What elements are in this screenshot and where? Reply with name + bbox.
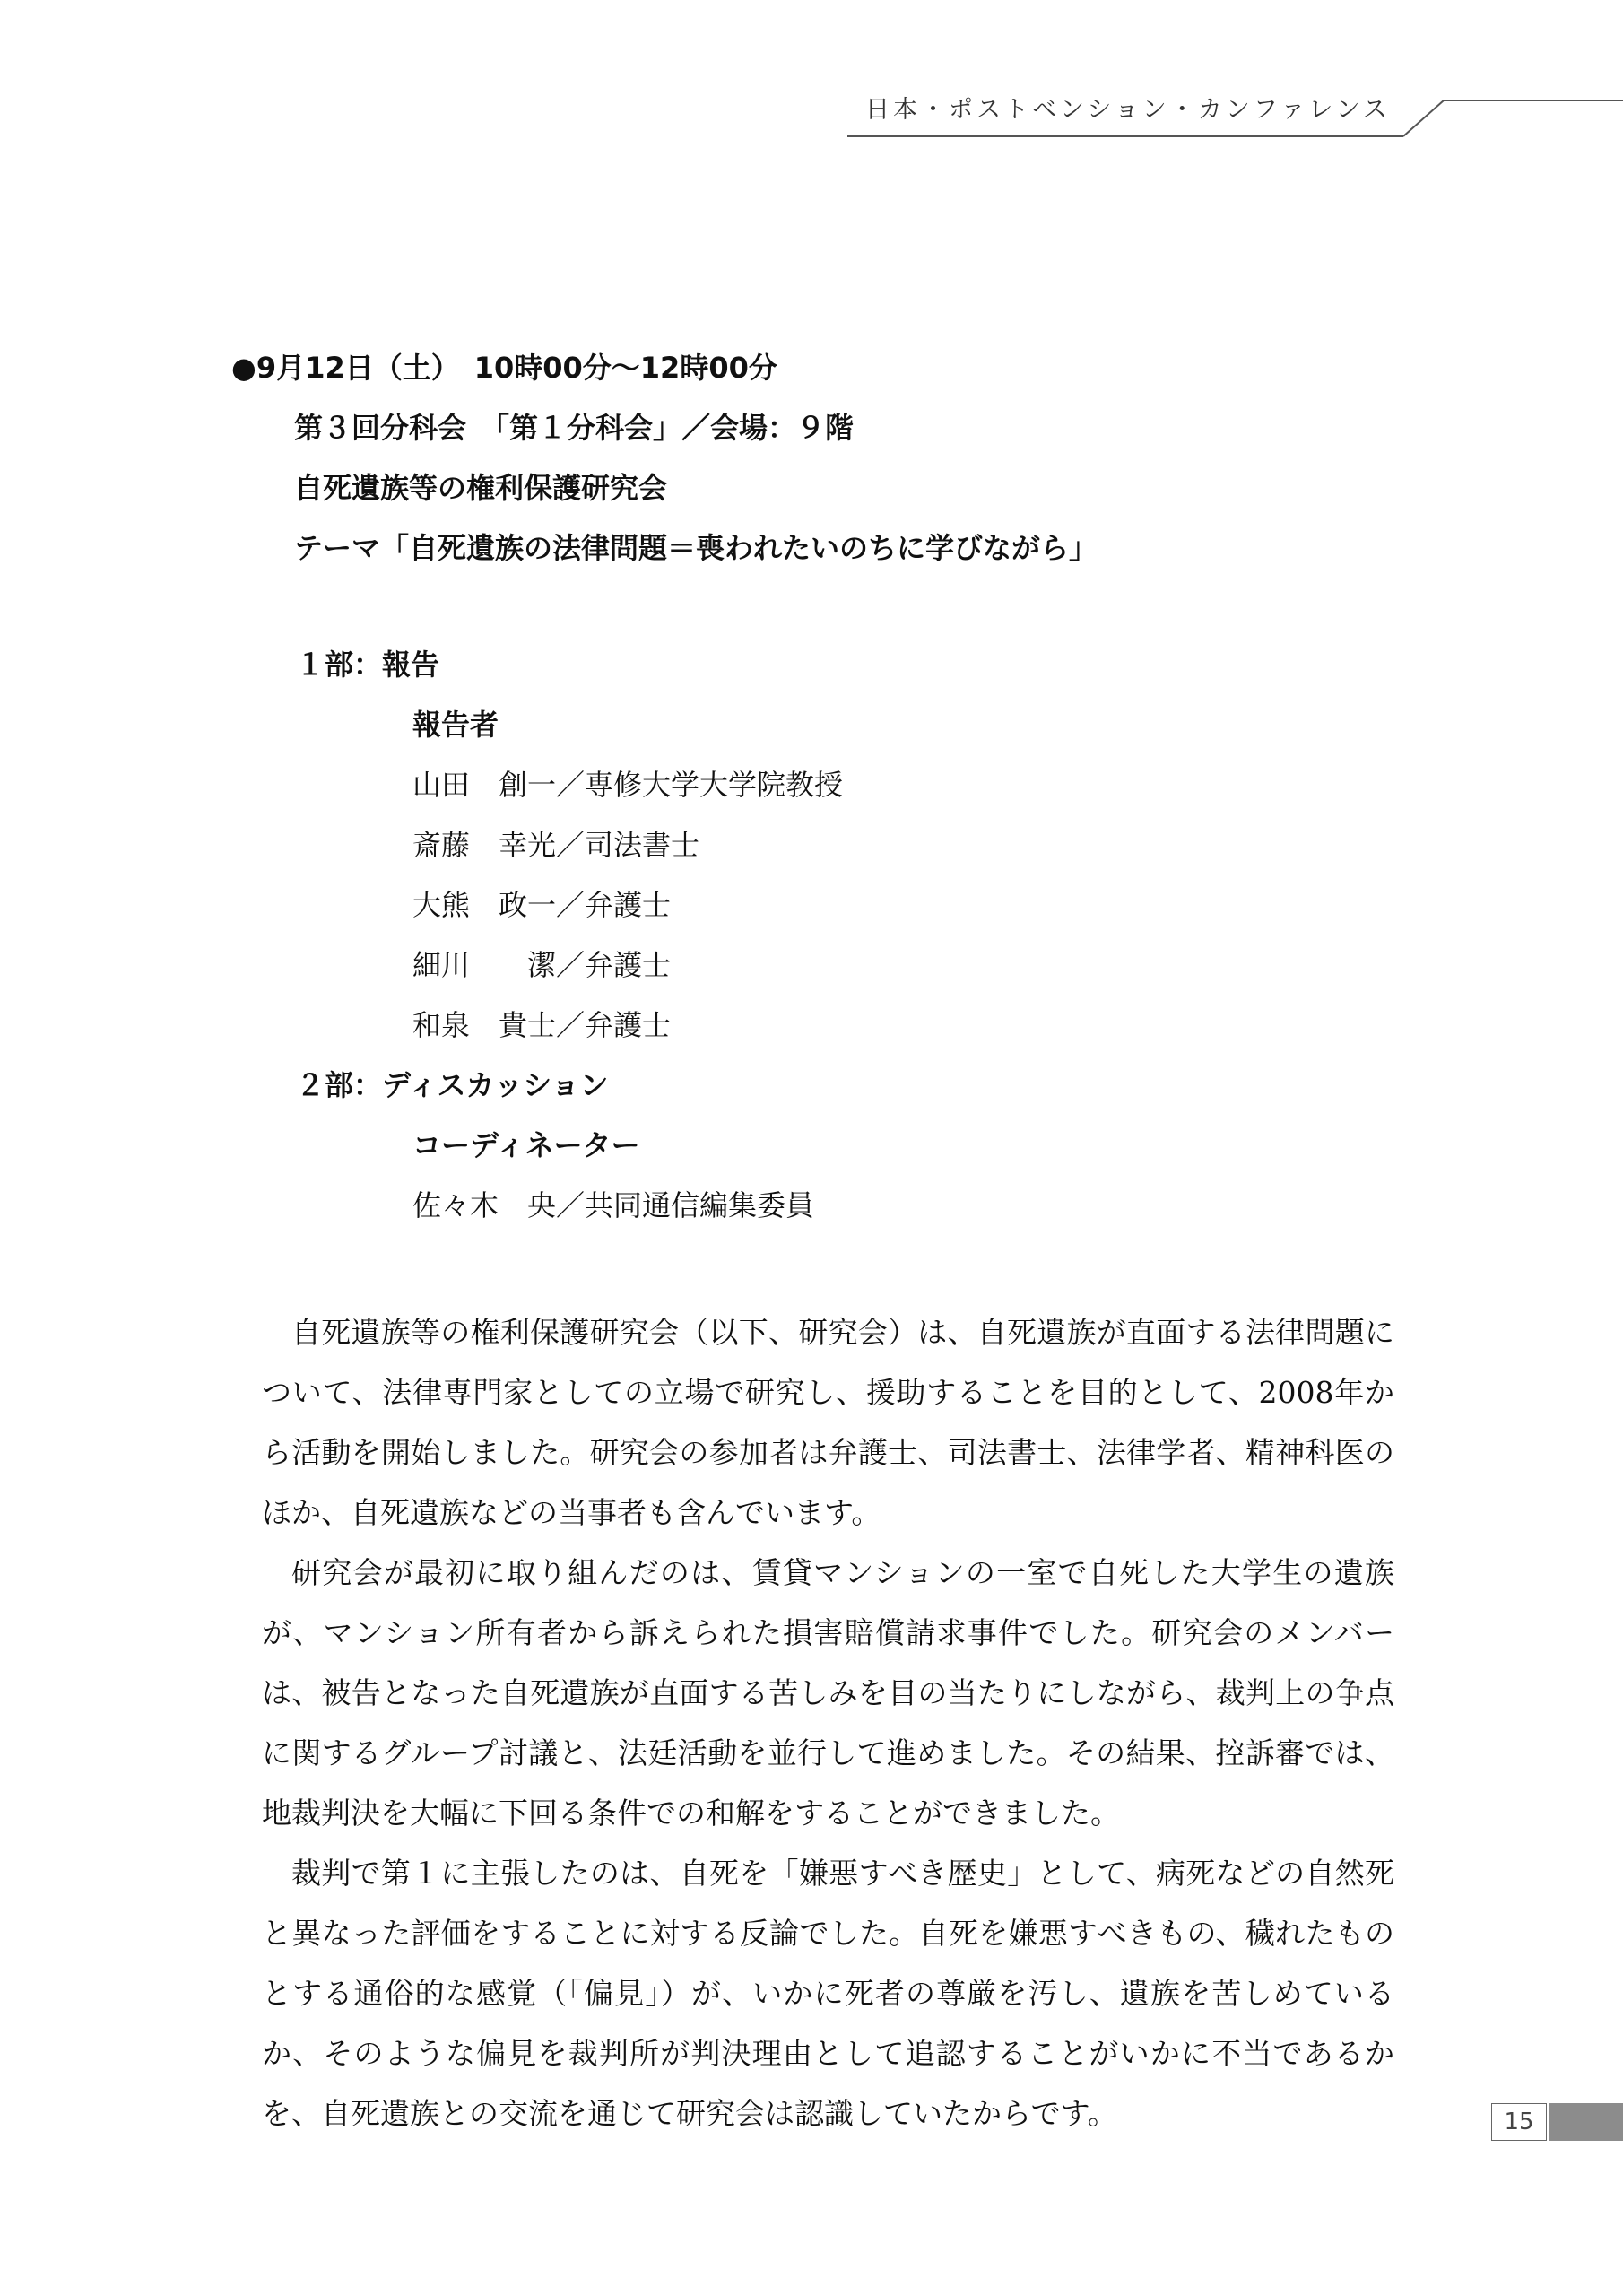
body-paragraph: 自死遺族等の権利保護研究会（以下、研究会）は、自死遺族が直面する法律問題について、法律専門家としての立場で研究し、援助することを目的として、2008年から活動を開始しました。研究会の参加者は弁護士、司法書士、法律学者、精神科医のほか、自死遺族などの当事者も含んでいます。 — [262, 1315, 1394, 1530]
page-number-bar — [1549, 2103, 1623, 2141]
part1-person: 山田 創一／専修大学大学院教授 — [412, 768, 844, 802]
part1-person: 和泉 貴士／弁護士 — [412, 1008, 672, 1042]
part1-heading: １部：報告 — [296, 648, 440, 682]
header-title: 日本・ポストベンション・カンファレンス — [865, 96, 1391, 124]
part1-role: 報告者 — [412, 708, 499, 742]
part1-person: 細川 潔／弁護士 — [412, 948, 672, 982]
part2-role: コーディネーター — [412, 1128, 640, 1162]
part1-person: 斎藤 幸光／司法書士 — [412, 828, 700, 862]
schedule-theme: テーマ「自死遺族の法律問題＝喪われたいのちに学びながら」 — [294, 531, 1098, 565]
schedule-date-time: ●9月12日（土） 10時00分～12時00分 — [231, 351, 777, 385]
schedule-organization: 自死遺族等の権利保護研究会 — [294, 471, 668, 505]
part2-person: 佐々木 央／共同通信編集委員 — [412, 1188, 815, 1222]
part2-heading: ２部：ディスカッション — [296, 1068, 609, 1102]
page-number: 15 — [1491, 2103, 1547, 2141]
schedule-session: 第３回分科会 「第１分科会」／会場：９階 — [294, 411, 855, 445]
part1-person: 大熊 政一／弁護士 — [412, 888, 672, 922]
body-paragraph: 裁判で第１に主張したのは、自死を「嫌悪すべき歴史」として、病死などの自然死と異なった評価をすることに対する反論でした。自死を嫌悪すべきもの、穢れたものとする通俗的な感覚（「偏見」）が、いかに死者の尊厳を汚し、遺族を苦しめているか、そのような偏見を裁判所が判決理由として追認することがいかに不当であるかを、自死遺族との交流を通じて研究会は認識していたからです。 — [262, 1856, 1394, 2131]
body-paragraph: 研究会が最初に取り組んだのは、賃貸マンションの一室で自死した大学生の遺族が、マンション所有者から訴えられた損害賠償請求事件でした。研究会のメンバーは、被告となった自死遺族が直面する苦しみを目の当たりにしながら、裁判上の争点に関するグループ討議と、法廷活動を並行して進めました。その結果、控訴審では、地裁判決を大幅に下回る条件での和解をすることができました。 — [262, 1555, 1394, 1831]
body-text — [262, 1302, 1394, 2144]
